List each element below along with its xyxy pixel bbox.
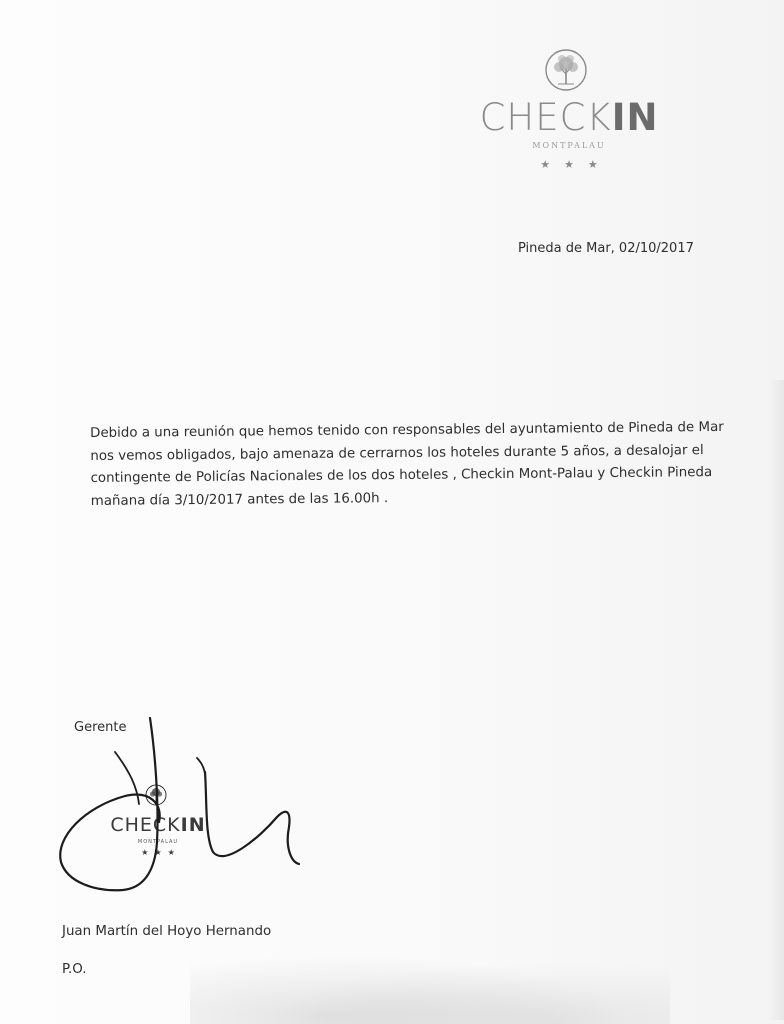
- letter-body: [90, 417, 724, 513]
- date-line: Pineda de Mar, 02/10/2017: [518, 241, 694, 256]
- signer-role: Gerente: [74, 720, 127, 735]
- brand-bold-text: IN: [611, 96, 659, 139]
- stamp-brand-bold: IN: [180, 814, 206, 836]
- page-edge-shadow: [770, 380, 784, 1020]
- body-line: Debido a una reunión que hemos tenido con responsables del ayuntamiento de Pineda de Mar: [90, 419, 724, 441]
- tree-logo-icon: [544, 48, 588, 92]
- body-line: nos vemos obligados, bajo amenaza de cerrarnos los hoteles durante 5 años, a desalojar el: [90, 442, 704, 464]
- handwritten-signature: [55, 712, 315, 902]
- scan-smudge: [190, 945, 670, 1024]
- body-line: mañana día 3/10/2017 antes de las 16.00h .: [90, 490, 389, 509]
- letterhead-subtitle: MONTPALAU: [532, 141, 606, 150]
- stamp-brand-light: CHECK: [110, 814, 181, 836]
- letterhead-brand: [462, 98, 676, 138]
- letterhead-logo: [462, 48, 676, 183]
- body-line: contingente de Policías Nacionales de los dos hoteles , Checkin Mont-Palau y Checkin Pineda: [90, 465, 713, 486]
- brand-light-text: CHECK: [479, 96, 612, 139]
- signer-name: Juan Martín del Hoyo Hernando: [62, 924, 272, 939]
- stamp-stars: ★★★: [141, 848, 181, 857]
- stamp-subtitle: MONTPALAU: [137, 839, 179, 845]
- letterhead-stars: ★★★: [540, 158, 612, 171]
- per-order-mark: P.O.: [62, 962, 87, 977]
